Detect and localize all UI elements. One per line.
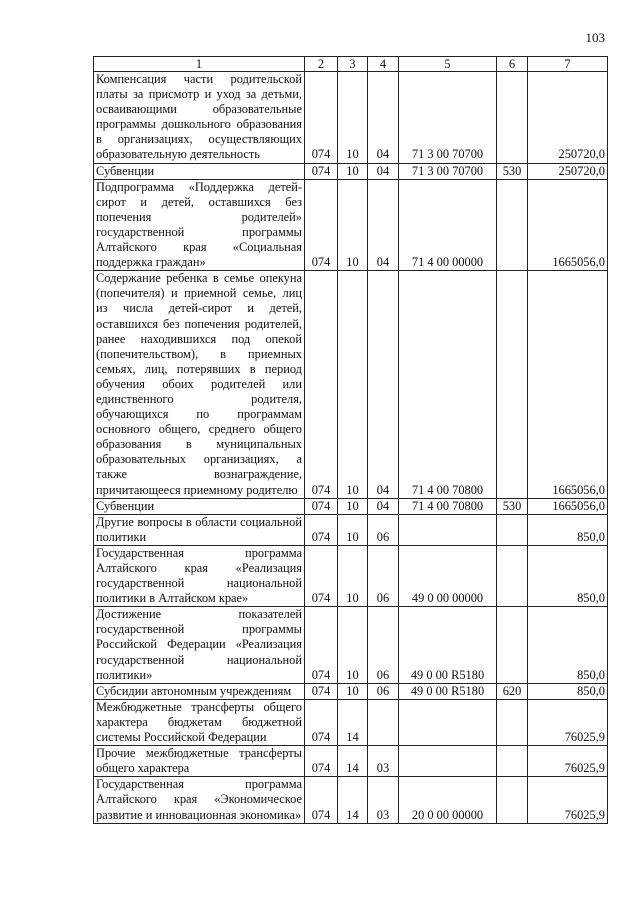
row-section-code: 10: [338, 179, 368, 271]
row-ministry-code: 074: [305, 777, 338, 823]
row-amount: 850,0: [528, 683, 608, 699]
row-ministry-code: 074: [305, 179, 338, 271]
row-expense-type: [497, 72, 528, 164]
header-col-7: 7: [528, 57, 608, 72]
row-subsection-code: 06: [368, 607, 399, 683]
row-section-code: 14: [338, 699, 368, 745]
row-amount: 1665056,0: [528, 179, 608, 271]
row-target-article: [399, 746, 497, 777]
row-name: Межбюджетные трансферты общего характера бюджетам бюджетной системы Российской Федерации: [94, 699, 305, 745]
row-ministry-code: 074: [305, 163, 338, 179]
header-col-1: 1: [94, 57, 305, 72]
row-section-code: 10: [338, 163, 368, 179]
row-ministry-code: 074: [305, 498, 338, 514]
row-subsection-code: 04: [368, 163, 399, 179]
table-row: [94, 746, 608, 777]
table-row: [94, 72, 608, 164]
row-subsection-code: 04: [368, 72, 399, 164]
table-row: [94, 179, 608, 271]
row-section-code: 10: [338, 683, 368, 699]
row-section-code: 10: [338, 514, 368, 545]
row-name: Достижение показателей государственной программы Российской Федерации «Реализация государственной национальной политики»: [94, 607, 305, 683]
row-target-article: 71 4 00 00000: [399, 179, 497, 271]
row-subsection-code: 03: [368, 777, 399, 823]
row-name: Другие вопросы в области социальной политики: [94, 514, 305, 545]
row-ministry-code: 074: [305, 72, 338, 164]
row-amount: 76025,9: [528, 699, 608, 745]
header-col-2: 2: [305, 57, 338, 72]
row-expense-type: [497, 179, 528, 271]
budget-table: [93, 56, 608, 824]
row-name: Субвенции: [94, 163, 305, 179]
row-ministry-code: 074: [305, 746, 338, 777]
row-target-article: [399, 699, 497, 745]
row-expense-type: 620: [497, 683, 528, 699]
row-subsection-code: [368, 699, 399, 745]
row-section-code: 14: [338, 746, 368, 777]
header-col-4: 4: [368, 57, 399, 72]
row-ministry-code: 074: [305, 607, 338, 683]
row-section-code: 10: [338, 545, 368, 606]
row-expense-type: [497, 699, 528, 745]
table-row: [94, 271, 608, 498]
row-name: Субвенции: [94, 498, 305, 514]
table-row: [94, 498, 608, 514]
row-amount: 850,0: [528, 607, 608, 683]
row-subsection-code: 04: [368, 498, 399, 514]
row-target-article: 71 4 00 70800: [399, 498, 497, 514]
row-name: Государственная программа Алтайского края «Реализация государственной национальной политики в Алтайском крае»: [94, 545, 305, 606]
row-target-article: 20 0 00 00000: [399, 777, 497, 823]
row-amount: 250720,0: [528, 163, 608, 179]
row-target-article: 49 0 00 R5180: [399, 683, 497, 699]
row-name: Подпрограмма «Поддержка детей-сирот и детей, оставшихся без попечения родителей» государственной программы Алтайского края «Социальная поддержка граждан»: [94, 179, 305, 271]
row-section-code: 14: [338, 777, 368, 823]
row-amount: 850,0: [528, 514, 608, 545]
table-header-row: [94, 57, 608, 72]
row-amount: 76025,9: [528, 746, 608, 777]
table-row: [94, 699, 608, 745]
row-name: Прочие межбюджетные трансферты общего характера: [94, 746, 305, 777]
row-ministry-code: 074: [305, 271, 338, 498]
table-row: [94, 545, 608, 606]
row-amount: 1665056,0: [528, 271, 608, 498]
row-ministry-code: 074: [305, 683, 338, 699]
row-ministry-code: 074: [305, 514, 338, 545]
row-amount: 76025,9: [528, 777, 608, 823]
row-expense-type: 530: [497, 498, 528, 514]
row-name: Субсидии автономным учреждениям: [94, 683, 305, 699]
row-target-article: 71 3 00 70700: [399, 72, 497, 164]
row-expense-type: [497, 777, 528, 823]
header-col-5: 5: [399, 57, 497, 72]
row-expense-type: [497, 607, 528, 683]
row-subsection-code: 06: [368, 514, 399, 545]
table-row: [94, 683, 608, 699]
header-col-3: 3: [338, 57, 368, 72]
page-number: 103: [585, 30, 605, 45]
row-expense-type: [497, 271, 528, 498]
row-target-article: [399, 514, 497, 545]
row-expense-type: [497, 514, 528, 545]
row-section-code: 10: [338, 607, 368, 683]
row-subsection-code: 03: [368, 746, 399, 777]
row-amount: 250720,0: [528, 72, 608, 164]
row-section-code: 10: [338, 271, 368, 498]
row-expense-type: [497, 545, 528, 606]
row-target-article: 71 3 00 70700: [399, 163, 497, 179]
row-ministry-code: 074: [305, 699, 338, 745]
row-target-article: 49 0 00 00000: [399, 545, 497, 606]
row-amount: 850,0: [528, 545, 608, 606]
header-col-6: 6: [497, 57, 528, 72]
row-amount: 1665056,0: [528, 498, 608, 514]
row-section-code: 10: [338, 72, 368, 164]
row-subsection-code: 04: [368, 271, 399, 498]
row-section-code: 10: [338, 498, 368, 514]
row-name: Содержание ребенка в семье опекуна (попечителя) и приемной семье, лиц из числа детей-сирот и детей, оставшихся без попечения родителей, ранее находившихся под опекой (попечительством), в приемных семьях, лиц, потерявших в период обучения обоих родителей или единственного родителя, обучающихся по программам основного общего, среднего общего образования в муниципальных образовательных организациях, а также вознаграждение, причитающееся приемному родителю: [94, 271, 305, 498]
table-row: [94, 607, 608, 683]
row-subsection-code: 06: [368, 683, 399, 699]
table-row: [94, 514, 608, 545]
row-expense-type: [497, 746, 528, 777]
table-row: [94, 777, 608, 823]
row-ministry-code: 074: [305, 545, 338, 606]
row-subsection-code: 04: [368, 179, 399, 271]
budget-table-body: [94, 57, 608, 824]
row-target-article: 71 4 00 70800: [399, 271, 497, 498]
row-name: Компенсация части родительской платы за присмотр и уход за детьми, осваивающими образовательные программы дошкольного образования в организациях, осуществляющих образовательную деятельность: [94, 72, 305, 164]
row-subsection-code: 06: [368, 545, 399, 606]
row-expense-type: 530: [497, 163, 528, 179]
table-row: [94, 163, 608, 179]
row-target-article: 49 0 00 R5180: [399, 607, 497, 683]
row-name: Государственная программа Алтайского края «Экономическое развитие и инновационная экономика»: [94, 777, 305, 823]
